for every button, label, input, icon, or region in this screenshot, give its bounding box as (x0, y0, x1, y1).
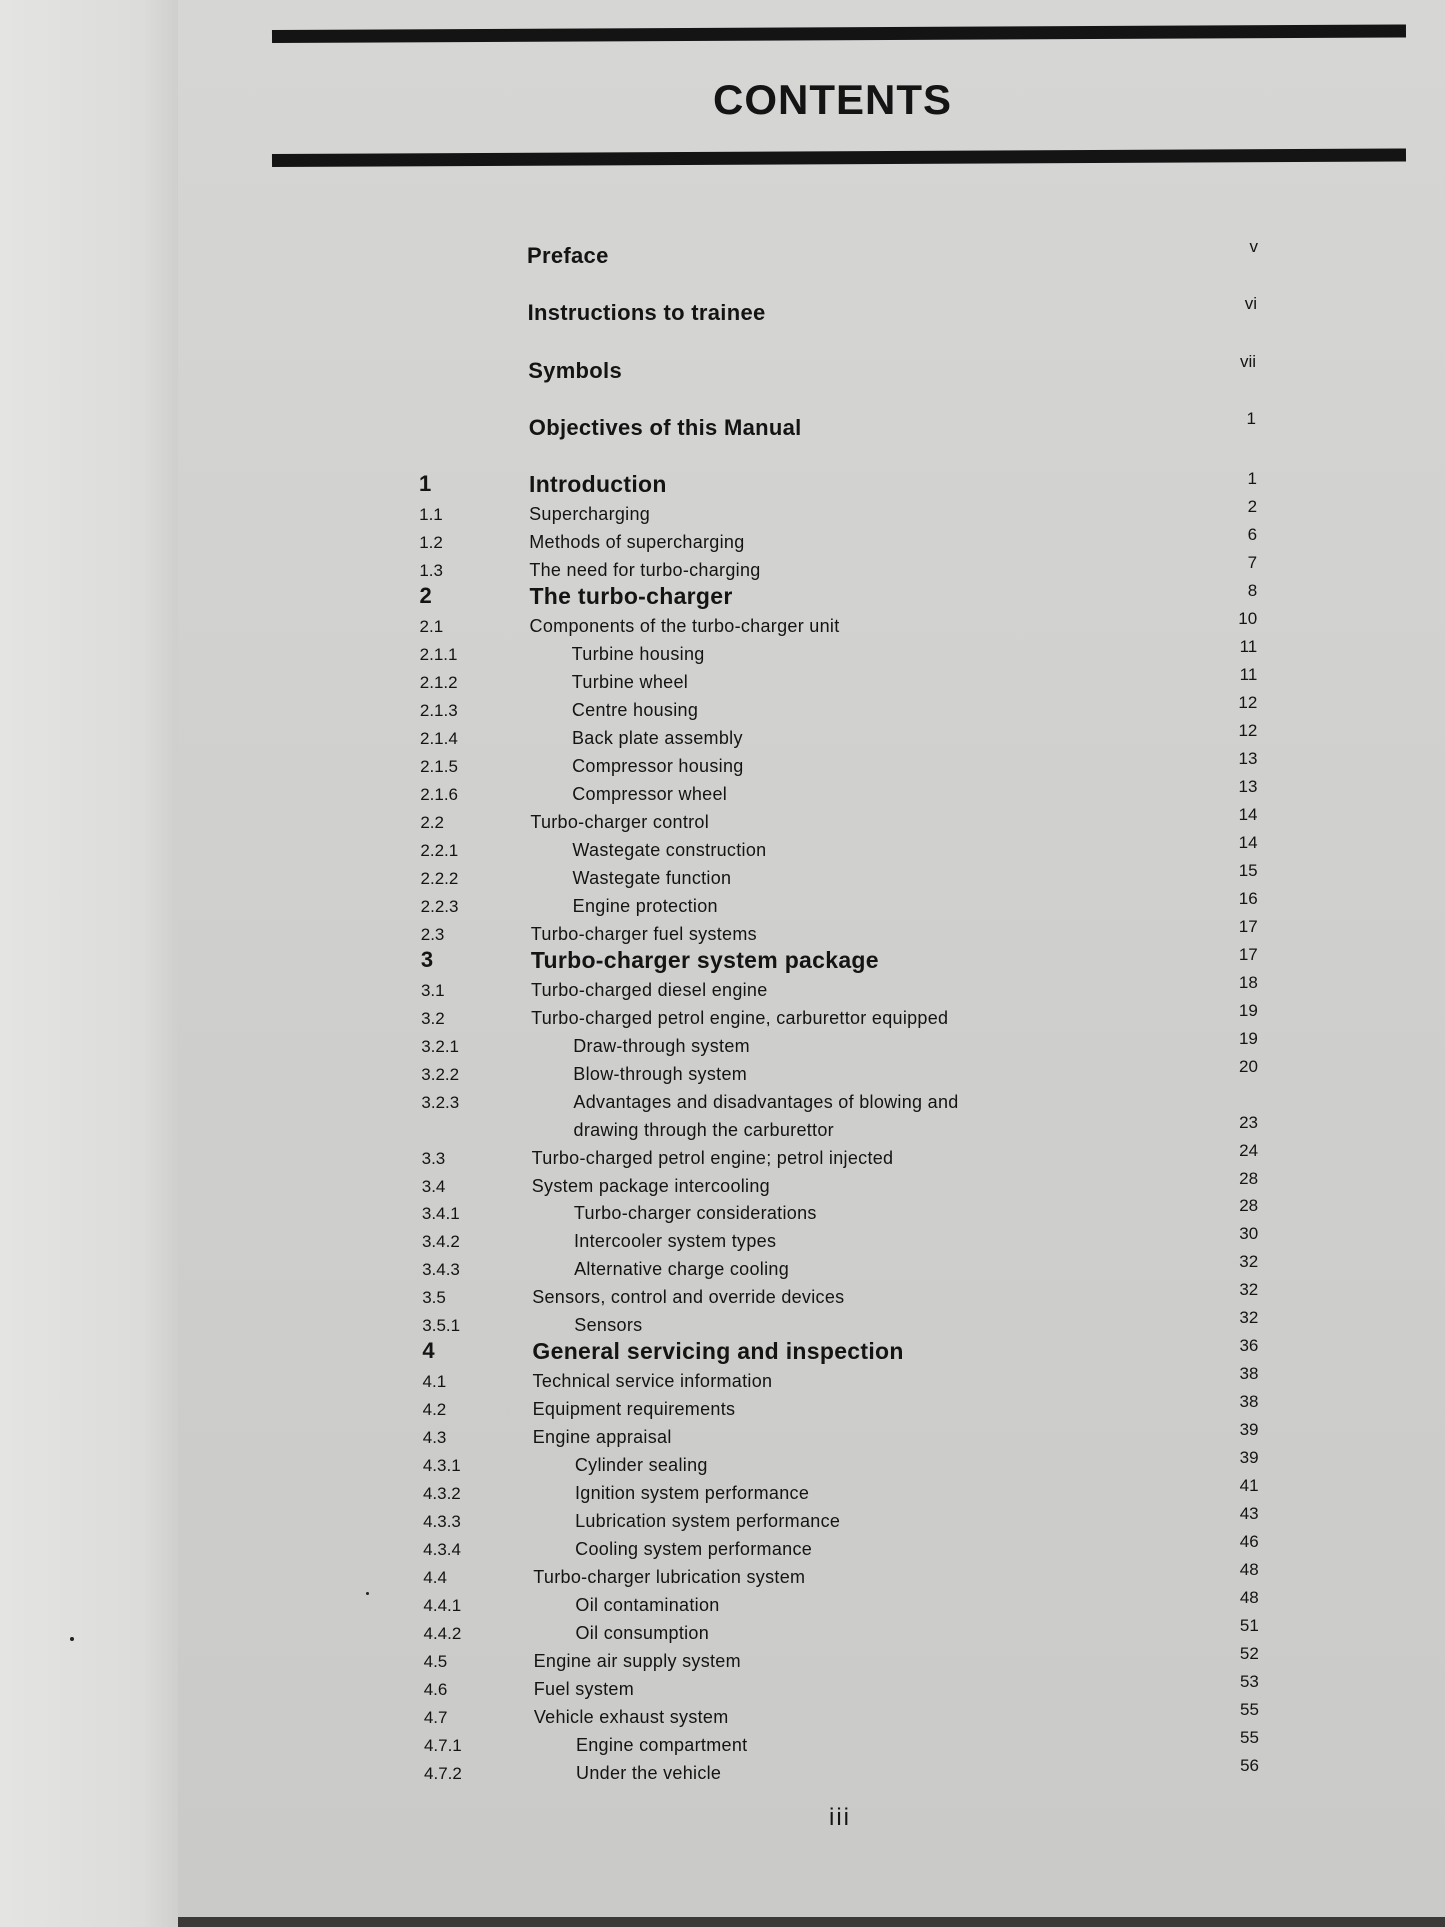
toc-entry-title: Cooling system performance (575, 1539, 813, 1560)
toc-entry-title: Sensors, control and override devices (532, 1287, 845, 1308)
toc-entry-title: Cylinder sealing (574, 1455, 708, 1476)
toc-entry-title: Alternative charge cooling (574, 1259, 790, 1280)
toc-page-number: 28 (1239, 1168, 1259, 1188)
toc-page-number: 6 (1247, 524, 1258, 544)
toc-page-number: vii (1239, 352, 1256, 371)
toc-entry-title: Wastegate function (572, 867, 732, 888)
toc-page-number: 12 (1238, 720, 1258, 740)
toc-entry-title: Compressor wheel (572, 783, 728, 804)
toc-entry-title: Objectives of this Manual (528, 415, 802, 440)
toc-section-number: 2.1.1 (419, 644, 458, 664)
toc-section-number: 3.2.1 (421, 1036, 459, 1056)
toc-page-number: 55 (1240, 1728, 1259, 1748)
toc-section-number: 3.2.3 (421, 1092, 460, 1112)
toc-entry-title: Components of the turbo-charger unit (529, 615, 840, 636)
toc-entry-title: Turbo-charger system package (530, 946, 879, 973)
toc-section-number: 2.2.2 (420, 868, 459, 888)
toc-page-number: 41 (1239, 1476, 1259, 1496)
toc-entry-title: Advantages and disadvantages of blowing and (573, 1091, 959, 1112)
toc-section-number: 3.1 (420, 980, 445, 1000)
toc-page-number: 43 (1239, 1504, 1259, 1524)
toc-entry-title: Engine appraisal (532, 1427, 672, 1448)
toc-entry-title: Lubrication system performance (575, 1511, 841, 1532)
toc-section-number: 1.1 (419, 504, 443, 524)
toc-front-matter-row (0, 294, 1445, 328)
toc-entry-title: The turbo-charger (529, 582, 733, 609)
toc-page-number: 51 (1239, 1616, 1259, 1636)
toc-entry-title: Fuel system (533, 1679, 635, 1700)
toc-section-number: 2.1.3 (419, 700, 458, 720)
toc-page-number: 13 (1238, 748, 1258, 768)
toc-entry-title: Introduction (529, 471, 667, 497)
toc-section-number: 4.3.4 (423, 1540, 461, 1560)
toc-section-number: 1 (419, 471, 432, 496)
toc-page-number: 28 (1239, 1196, 1259, 1216)
toc-page-number: 23 (1239, 1112, 1258, 1132)
toc-entry-title: Oil consumption (575, 1623, 710, 1644)
toc-section-number: 4.1 (422, 1372, 447, 1392)
toc-page-number: 36 (1239, 1336, 1259, 1356)
toc-entry-title: drawing through the carburettor (573, 1119, 834, 1140)
toc-page-number: 48 (1239, 1588, 1259, 1608)
toc-page-number: 32 (1239, 1308, 1259, 1328)
toc-section-number: 3.4.1 (421, 1204, 460, 1224)
toc-entry-title: Supercharging (529, 503, 651, 524)
toc-page-number: 30 (1239, 1224, 1259, 1244)
toc-page-number: 13 (1238, 776, 1258, 796)
toc-entry-title: Compressor housing (572, 755, 744, 776)
toc-page-number: vi (1244, 294, 1257, 313)
toc-entry-title: Instructions to trainee (527, 300, 766, 325)
toc-page-number: 48 (1239, 1560, 1259, 1580)
toc-section-number: 1.2 (419, 532, 443, 552)
toc-page-number: 38 (1239, 1392, 1259, 1412)
toc-section-number: 2.2.3 (420, 896, 459, 916)
toc-page-number: 15 (1238, 860, 1258, 880)
toc-page-number: 14 (1238, 804, 1258, 824)
toc-section-number: 3.3 (421, 1148, 446, 1168)
toc-entry-title: Engine air supply system (533, 1651, 741, 1672)
toc-page-number: 1 (1246, 409, 1256, 428)
toc-page-number: 7 (1247, 552, 1258, 572)
toc-entry-title: Oil contamination (575, 1595, 720, 1616)
toc-section-number: 4.7 (423, 1708, 448, 1728)
toc-page-number: 11 (1239, 664, 1258, 684)
toc-section-number: 4.7.1 (423, 1736, 462, 1756)
toc-section-number: 3.5.1 (422, 1316, 461, 1336)
toc-section-row (0, 1056, 1445, 1091)
toc-page-number: 17 (1238, 944, 1258, 964)
toc-section-number: 3 (420, 946, 434, 972)
toc-entry-title: Engine compartment (575, 1735, 748, 1756)
toc-entry-title: Centre housing (571, 699, 699, 720)
toc-entry-title: Vehicle exhaust system (533, 1707, 729, 1728)
toc-page-number: 19 (1238, 1028, 1258, 1048)
toc-section-number: 2 (419, 582, 432, 608)
toc-entry-title: Turbine wheel (571, 671, 689, 692)
toc-section-row (0, 1756, 1445, 1790)
toc-section-number: 4.3.2 (422, 1484, 461, 1504)
toc-page-number: 46 (1239, 1532, 1259, 1552)
toc-entry-title: Methods of supercharging (529, 531, 745, 552)
toc-page-number: 24 (1239, 1140, 1259, 1160)
toc-section-number: 2.2 (420, 812, 444, 832)
toc-front-matter-row (0, 352, 1445, 386)
toc-entry-title: Under the vehicle (576, 1763, 722, 1784)
toc-section-number: 3.2.2 (421, 1064, 460, 1084)
page-title: CONTENTS (713, 76, 952, 123)
toc-page-number: v (1249, 237, 1258, 256)
toc-entry-title: Engine protection (572, 895, 718, 916)
toc-entry-title: Turbo-charger fuel systems (530, 923, 757, 944)
toc-entry-title: Technical service information (532, 1371, 773, 1392)
toc-entry-title: Blow-through system (573, 1063, 748, 1084)
toc-front-matter-row (0, 409, 1445, 443)
toc-page-number: 52 (1239, 1644, 1259, 1664)
toc-entry-title: Preface (527, 243, 609, 268)
toc-page-number: 53 (1239, 1672, 1259, 1692)
toc-section-number: 4 (422, 1338, 435, 1364)
toc-section-number: 4.2 (422, 1400, 447, 1420)
toc-page-number: 17 (1238, 916, 1258, 936)
toc-entry-title: Turbo-charger lubrication system (533, 1567, 806, 1588)
toc-section-number: 4.3.3 (423, 1512, 461, 1532)
toc-page-number: 18 (1238, 972, 1258, 992)
paper-speck (366, 1592, 369, 1595)
toc-entry-title: Ignition system performance (574, 1483, 810, 1504)
toc-section-number: 4.5 (423, 1652, 448, 1672)
toc-section-number: 3.4 (421, 1176, 446, 1196)
toc-entry-title: Equipment requirements (532, 1399, 736, 1420)
toc-page-number: 56 (1240, 1756, 1260, 1776)
toc-entry-title: Wastegate construction (572, 839, 767, 860)
toc-page-number: 11 (1239, 636, 1258, 656)
toc-section-number: 4.6 (423, 1680, 448, 1700)
toc-section-number: 2.1.6 (420, 784, 459, 804)
toc-page-number: 8 (1247, 580, 1258, 600)
toc-section-number: 2.3 (420, 924, 445, 944)
toc-section-number: 4.4.2 (423, 1624, 462, 1644)
page-folio: iii (829, 1804, 851, 1831)
toc-page-number: 32 (1239, 1280, 1259, 1300)
paper-speck (70, 1637, 74, 1641)
toc-section-number: 3.5 (422, 1288, 446, 1308)
toc-front-matter-row (0, 237, 1445, 271)
toc-entry-title: Symbols (528, 358, 622, 383)
toc-page-number: 2 (1247, 496, 1258, 516)
toc-entry-title: Intercooler system types (573, 1231, 777, 1252)
toc-section-number: 3.4.3 (422, 1260, 460, 1280)
toc-entry-title: The need for turbo-charging (529, 559, 761, 580)
toc-entry-title: Turbo-charged diesel engine (530, 979, 768, 1000)
toc-entry-title: System package intercooling (531, 1175, 770, 1196)
toc-section-number: 4.3 (422, 1428, 447, 1448)
toc-section-number: 2.1 (419, 616, 444, 636)
toc-entry-title: Turbo-charger considerations (573, 1203, 817, 1224)
toc-entry-title: General servicing and inspection (532, 1338, 904, 1365)
toc-section-number: 4.4.1 (423, 1596, 462, 1616)
toc-entry-title: Draw-through system (573, 1035, 750, 1056)
toc-page-number: 19 (1238, 1000, 1258, 1020)
toc-page-number: 16 (1238, 888, 1258, 908)
toc-page-number: 32 (1239, 1252, 1259, 1272)
toc-page-number: 12 (1238, 692, 1258, 712)
toc-page-number: 14 (1238, 832, 1258, 852)
toc-page-number: 20 (1239, 1056, 1258, 1076)
toc-section-number: 1.3 (419, 560, 443, 580)
toc-entry-title: Turbo-charged petrol engine; petrol injected (531, 1147, 894, 1168)
toc-section-number: 4.4 (423, 1568, 447, 1588)
toc-section-number: 4.3.1 (422, 1456, 461, 1476)
toc-page-number: 38 (1239, 1364, 1259, 1384)
toc-page-number: 55 (1240, 1700, 1259, 1720)
toc-page-number: 39 (1239, 1420, 1259, 1440)
toc-entry-title: Turbo-charger control (530, 811, 710, 832)
toc-section-number: 2.1.5 (420, 756, 458, 776)
toc-section-number: 3.4.2 (421, 1232, 460, 1252)
toc-page-number: 1 (1247, 469, 1257, 488)
toc-entry-title: Sensors (574, 1315, 643, 1336)
toc-page-number: 10 (1238, 608, 1258, 628)
toc-section-number: 2.1.2 (419, 672, 458, 692)
toc-section-number: 4.7.2 (424, 1764, 462, 1784)
toc-page-number: 39 (1239, 1448, 1259, 1468)
toc-entry-title: Back plate assembly (571, 727, 743, 748)
toc-entry-title: Turbo-charged petrol engine, carburettor equipped (531, 1007, 949, 1028)
toc-section-number: 3.2 (421, 1008, 445, 1028)
toc-entry-title: Turbine housing (571, 643, 705, 664)
toc-section-number: 2.2.1 (420, 840, 459, 860)
toc-section-number: 2.1.4 (419, 728, 458, 748)
